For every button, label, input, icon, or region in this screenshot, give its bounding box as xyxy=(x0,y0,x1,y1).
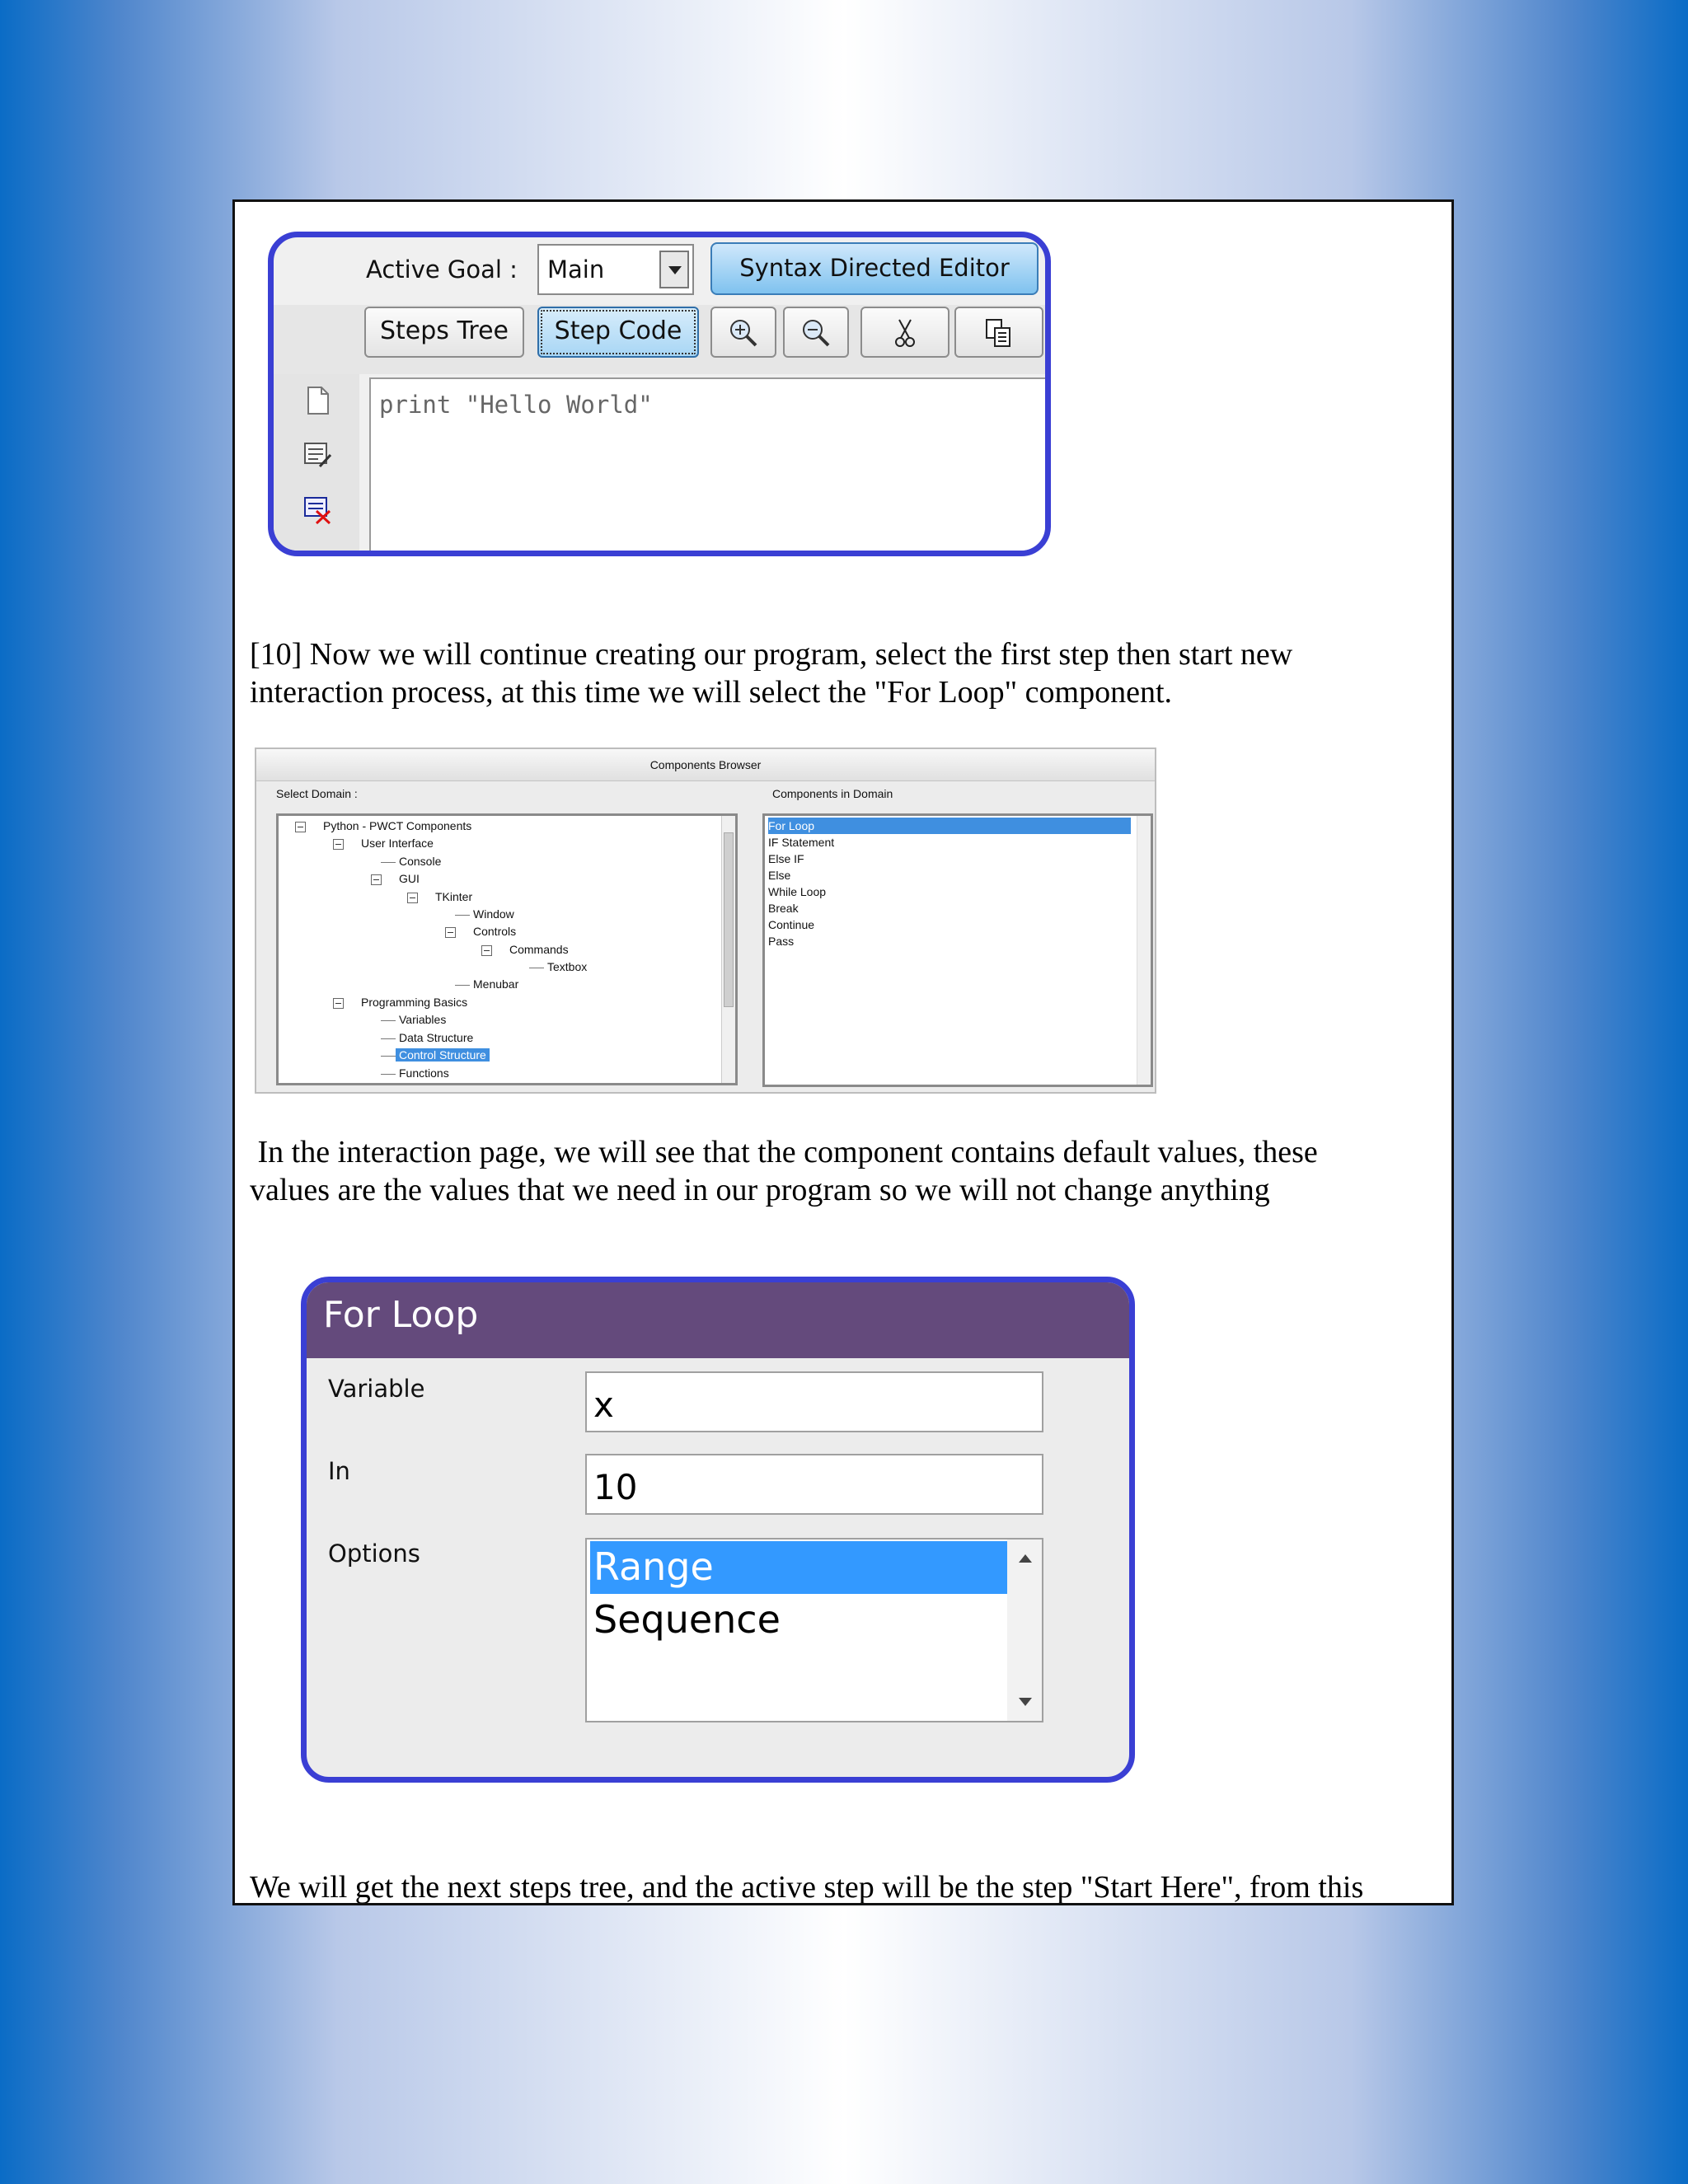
form-header xyxy=(307,1282,1129,1358)
browser-title: Components Browser xyxy=(256,749,1155,781)
paragraph-2-line-1: In the interaction page, we will see that the component contains default values, these xyxy=(250,1135,1318,1169)
step-code-button[interactable]: Step Code xyxy=(537,307,699,358)
tree-node[interactable]: Variables xyxy=(399,1013,446,1026)
code-text: print "Hello World" xyxy=(379,391,653,419)
components-in-domain-label: Components in Domain xyxy=(772,787,893,800)
tree-node[interactable]: Python - PWCT Components xyxy=(323,819,471,832)
tree-node[interactable]: Commands xyxy=(509,943,569,956)
scroll-down-icon[interactable] xyxy=(1019,1698,1032,1706)
components-list[interactable] xyxy=(762,813,1153,1087)
new-page-icon[interactable] xyxy=(303,386,331,415)
syntax-directed-editor-button[interactable]: Syntax Directed Editor xyxy=(710,242,1039,295)
list-item[interactable]: While Loop xyxy=(768,885,827,898)
collapse-icon[interactable] xyxy=(295,822,306,832)
tree-node[interactable]: Data Structure xyxy=(399,1031,473,1044)
document-page xyxy=(232,199,1454,1905)
cut-button[interactable] xyxy=(860,307,950,358)
list-item[interactable]: Else xyxy=(768,869,791,882)
goal-value: Main xyxy=(547,255,605,284)
paragraph-2 xyxy=(250,1133,1437,1209)
collapse-icon[interactable] xyxy=(407,893,418,903)
delete-step-icon[interactable] xyxy=(303,494,331,524)
options-label: Options xyxy=(328,1540,420,1568)
paragraph-3-line-1: We will get the next steps tree, and the active step will be the step "Start Here", from this xyxy=(250,1870,1364,1905)
scroll-up-icon[interactable] xyxy=(1019,1554,1032,1563)
tree-node[interactable]: User Interface xyxy=(361,837,434,850)
editor-side-toolbar xyxy=(274,374,359,555)
paragraph-3 xyxy=(250,1868,1437,1905)
for-loop-form-screenshot xyxy=(301,1277,1135,1783)
select-domain-label: Select Domain : xyxy=(276,787,358,800)
tree-node-selected[interactable]: Control Structure xyxy=(396,1048,490,1062)
in-input[interactable] xyxy=(585,1454,1043,1515)
in-value: 10 xyxy=(593,1467,638,1507)
tree-node[interactable]: Console xyxy=(399,855,441,868)
scroll-thumb[interactable] xyxy=(724,832,734,1007)
zoom-out-button[interactable] xyxy=(783,307,849,358)
variable-value: x xyxy=(593,1385,614,1425)
components-browser-screenshot xyxy=(255,748,1156,1094)
options-scrollbar[interactable] xyxy=(1007,1540,1042,1721)
paragraph-1 xyxy=(250,635,1437,711)
tree-scrollbar[interactable] xyxy=(721,816,735,1083)
editor-screenshot xyxy=(268,232,1051,556)
paragraph-1-line-1: [10] Now we will continue creating our program, select the first step then start new xyxy=(250,637,1293,672)
list-item-selected[interactable]: For Loop xyxy=(768,818,1131,834)
dropdown-arrow-icon[interactable] xyxy=(659,251,689,288)
collapse-icon[interactable] xyxy=(333,839,344,850)
steps-tree-button[interactable]: Steps Tree xyxy=(364,307,524,358)
list-item[interactable]: Else IF xyxy=(768,852,804,865)
edit-step-icon[interactable] xyxy=(303,440,331,470)
variable-label: Variable xyxy=(328,1375,425,1403)
option-sequence[interactable]: Sequence xyxy=(593,1597,781,1642)
collapse-icon[interactable] xyxy=(445,927,456,938)
tree-node[interactable]: GUI xyxy=(399,872,420,885)
list-item[interactable]: Continue xyxy=(768,918,815,931)
zoom-out-icon xyxy=(799,316,832,349)
code-editor[interactable] xyxy=(369,377,1051,556)
tree-node[interactable]: TKinter xyxy=(435,890,472,903)
tree-node[interactable]: Window xyxy=(473,907,514,921)
option-range[interactable]: Range xyxy=(590,1541,1007,1594)
copy-icon xyxy=(982,316,1015,349)
components-scrollbar[interactable] xyxy=(1137,816,1151,1085)
options-listbox[interactable] xyxy=(585,1538,1043,1722)
tree-node[interactable]: Menubar xyxy=(473,977,518,991)
active-goal-label: Active Goal : xyxy=(366,255,518,284)
paragraph-2-line-2: values are the values that we need in our program so we will not change anything xyxy=(250,1173,1270,1207)
collapse-icon[interactable] xyxy=(333,998,344,1009)
tree-node[interactable]: Functions xyxy=(399,1066,449,1080)
scissors-icon xyxy=(893,316,917,349)
domain-tree[interactable] xyxy=(276,813,738,1085)
tree-node[interactable]: Programming Basics xyxy=(361,996,467,1009)
zoom-in-button[interactable] xyxy=(710,307,776,358)
variable-input[interactable] xyxy=(585,1371,1043,1432)
collapse-icon[interactable] xyxy=(371,874,382,885)
in-label: In xyxy=(328,1457,350,1485)
form-title: For Loop xyxy=(323,1294,479,1336)
tree-node[interactable]: Textbox xyxy=(547,960,587,973)
list-item[interactable]: Pass xyxy=(768,935,795,948)
collapse-icon[interactable] xyxy=(481,945,492,956)
goal-combobox[interactable] xyxy=(537,244,694,295)
list-item[interactable]: IF Statement xyxy=(768,836,835,849)
paragraph-1-line-2: interaction process, at this time we will select the "For Loop" component. xyxy=(250,675,1173,710)
list-item[interactable]: Break xyxy=(768,902,799,915)
zoom-in-icon xyxy=(727,316,760,349)
tree-node[interactable]: Controls xyxy=(473,925,516,938)
copy-button[interactable] xyxy=(954,307,1043,358)
